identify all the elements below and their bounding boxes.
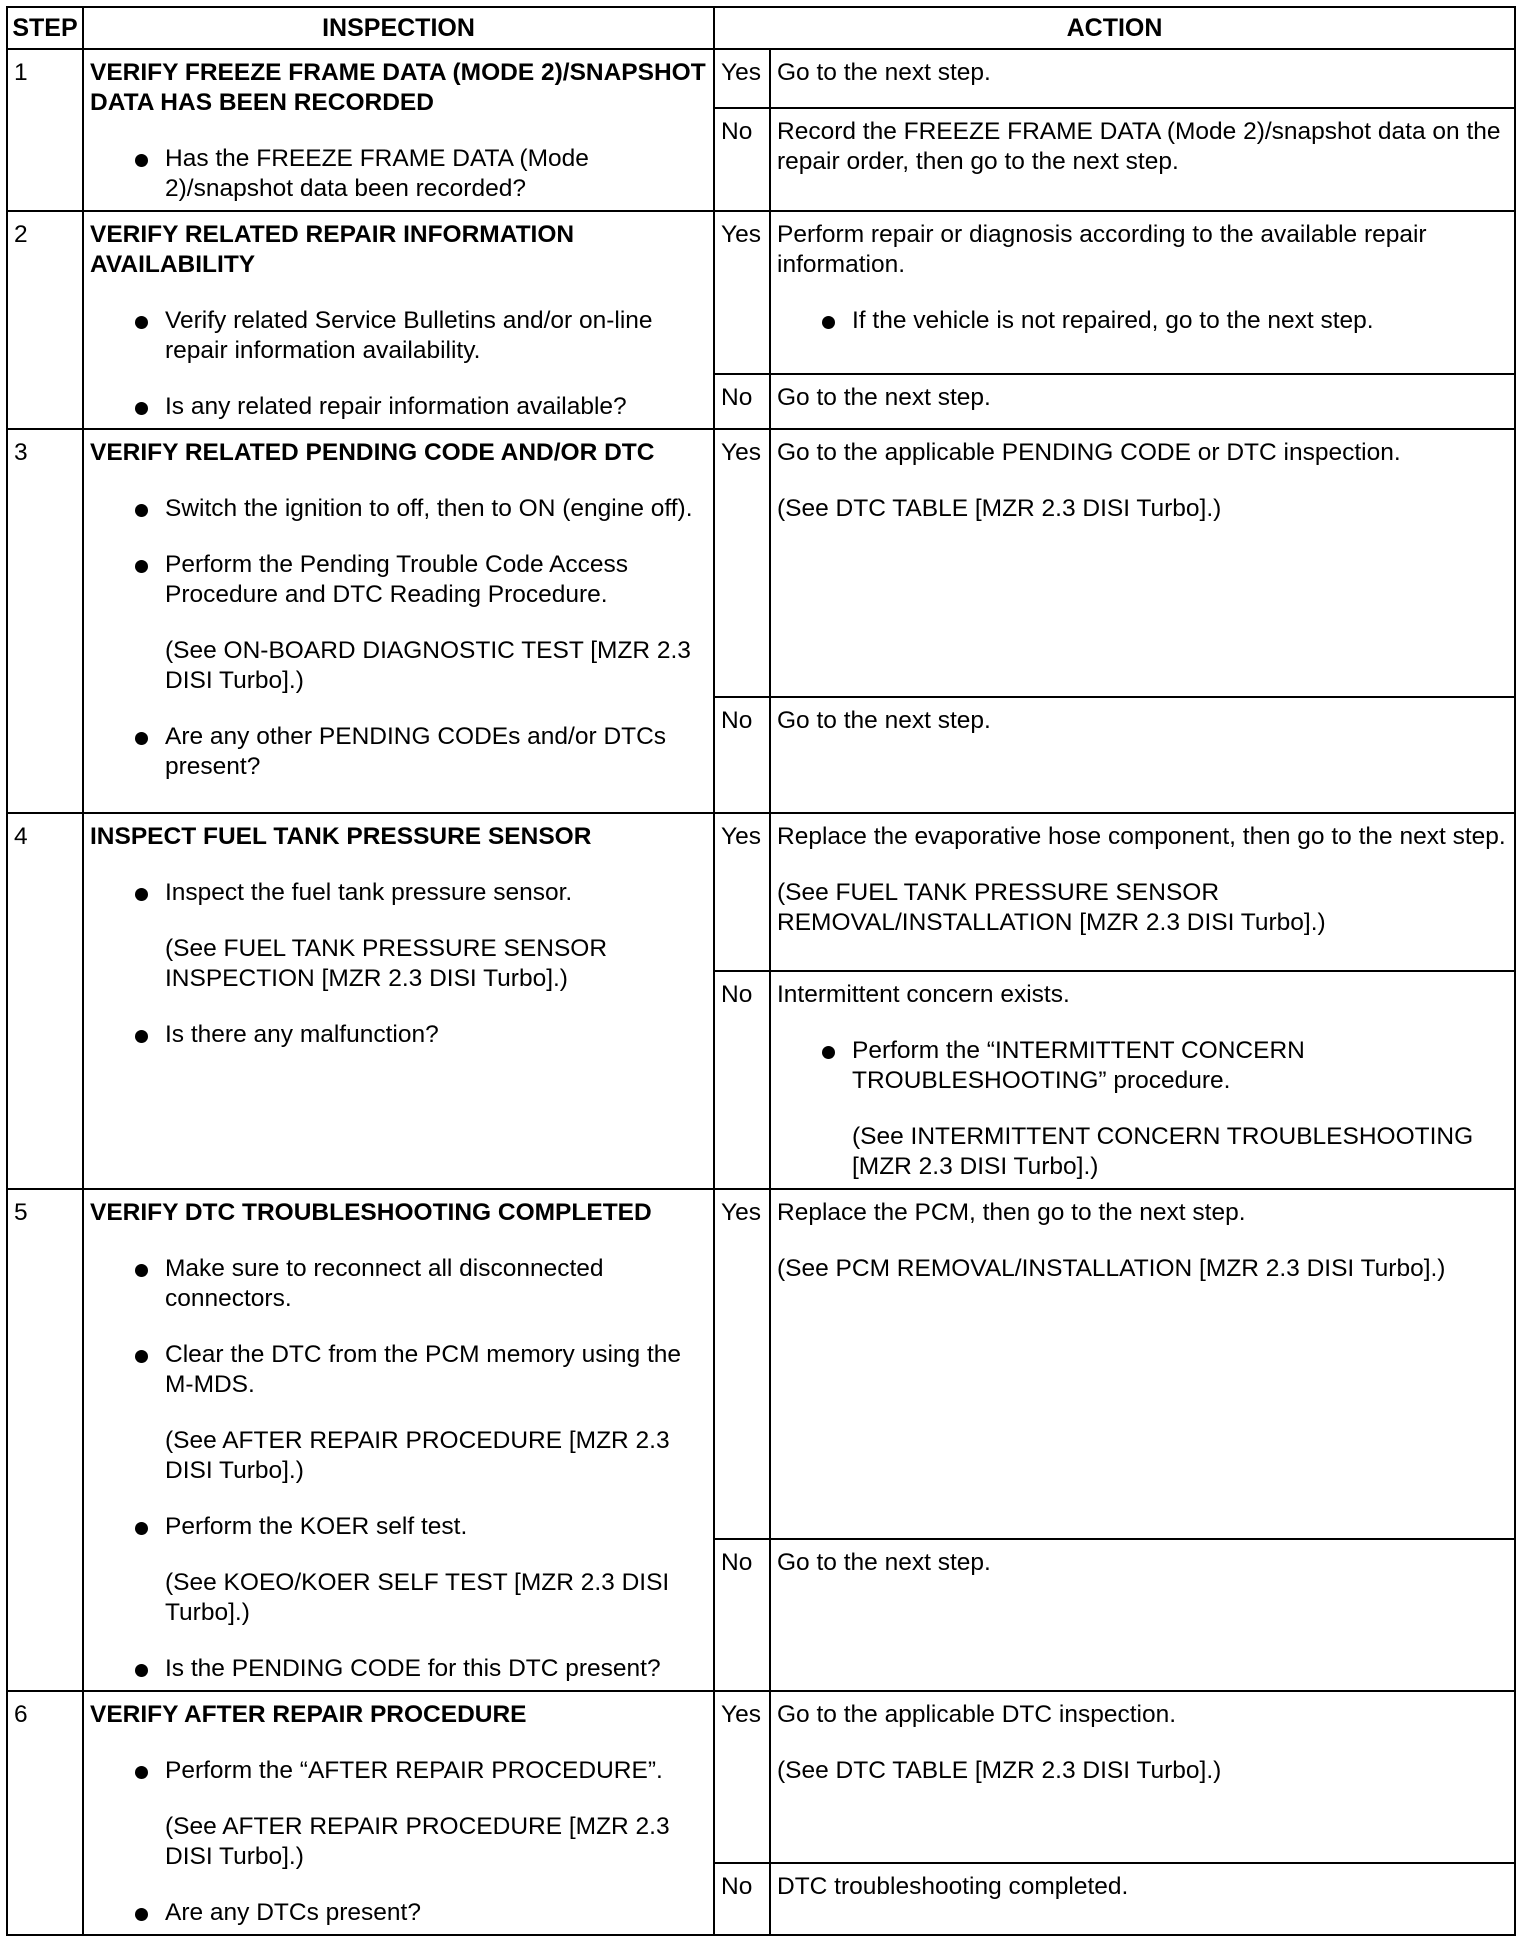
action-no [770, 1539, 1515, 1691]
step-title: VERIFY RELATED PENDING CODE AND/OR DTC [90, 439, 655, 466]
action-bullet: If the vehicle is not repaired, go to the next step. [777, 306, 1508, 336]
inspection-reference: (See AFTER REPAIR PROCEDURE [MZR 2.3 DISI Turbo].) [165, 1813, 670, 1870]
answer-yes: Yes [714, 1691, 770, 1863]
answer-yes: Yes [714, 49, 770, 108]
inspection-reference: (See KOEO/KOER SELF TEST [MZR 2.3 DISI Turbo].) [165, 1569, 670, 1626]
answer-no: No [714, 971, 770, 1189]
step-number: 1 [7, 49, 83, 211]
step-title: VERIFY DTC TROUBLESHOOTING COMPLETED [90, 1199, 652, 1226]
action-text: DTC troubleshooting completed. [777, 1872, 1129, 1900]
step-row-4 [7, 813, 1515, 971]
action-text: Go to the next step. [777, 707, 991, 734]
action-no [770, 374, 1515, 429]
answer-no: No [714, 108, 770, 211]
header-step: STEP [7, 7, 83, 49]
answer-no: No [714, 1863, 770, 1935]
action-reference: (See PCM REMOVAL/INSTALLATION [MZR 2.3 DISI Turbo].) [777, 1255, 1446, 1282]
inspection-bullet: Clear the DTC from the PCM memory using the M-MDS. [90, 1340, 707, 1400]
action-no [770, 971, 1515, 1189]
inspection-cell [83, 1691, 714, 1935]
action-text: Go to the applicable DTC inspection. [777, 1701, 1177, 1728]
action-reference: (See DTC TABLE [MZR 2.3 DISI Turbo].) [777, 495, 1222, 522]
action-reference: (See INTERMITTENT CONCERN TROUBLESHOOTING [MZR 2.3 DISI Turbo].) [852, 1123, 1474, 1180]
inspection-cell [83, 813, 714, 1189]
action-text: Record the FREEZE FRAME DATA (Mode 2)/snapshot data on the repair order, then go to the next step. [777, 118, 1501, 176]
inspection-bullet: Is the PENDING CODE for this DTC present? [90, 1654, 707, 1684]
step-row-3 [7, 429, 1515, 697]
inspection-bullet: Perform the KOER self test. [90, 1512, 707, 1542]
answer-yes: Yes [714, 429, 770, 697]
answer-no: No [714, 374, 770, 429]
inspection-reference: (See AFTER REPAIR PROCEDURE [MZR 2.3 DISI Turbo].) [165, 1427, 670, 1484]
step-number: 2 [7, 211, 83, 429]
step-title: VERIFY FREEZE FRAME DATA (MODE 2)/SNAPSHOT DATA HAS BEEN RECORDED [90, 59, 706, 116]
header-action: ACTION [714, 7, 1515, 49]
action-text: Intermittent concern exists. [777, 981, 1070, 1008]
diagnostic-procedure-table [6, 6, 1516, 1936]
action-text: Perform repair or diagnosis according to the available repair information. [777, 221, 1427, 278]
step-row-6 [7, 1691, 1515, 1863]
action-text: Replace the PCM, then go to the next step. [777, 1199, 1246, 1226]
action-yes [770, 1691, 1515, 1863]
answer-yes: Yes [714, 211, 770, 374]
step-row-2 [7, 211, 1515, 374]
step-number: 4 [7, 813, 83, 1189]
answer-yes: Yes [714, 1189, 770, 1539]
inspection-bullet: Inspect the fuel tank pressure sensor. [90, 878, 707, 908]
inspection-cell [83, 211, 714, 429]
inspection-cell [83, 429, 714, 813]
step-number: 5 [7, 1189, 83, 1691]
inspection-cell [83, 49, 714, 211]
inspection-bullet: Perform the “AFTER REPAIR PROCEDURE”. [90, 1756, 707, 1786]
inspection-bullet: Switch the ignition to off, then to ON (engine off). [90, 494, 707, 524]
inspection-bullet: Are any DTCs present? [90, 1898, 707, 1928]
action-no [770, 1863, 1515, 1935]
step-number: 3 [7, 429, 83, 813]
action-text: Go to the next step. [777, 1548, 991, 1576]
step-number: 6 [7, 1691, 83, 1935]
inspection-bullet: Is there any malfunction? [90, 1020, 707, 1050]
step-title: VERIFY AFTER REPAIR PROCEDURE [90, 1701, 527, 1728]
action-text: Replace the evaporative hose component, then go to the next step. [777, 823, 1506, 850]
action-text: Go to the next step. [777, 383, 991, 411]
inspection-reference: (See ON-BOARD DIAGNOSTIC TEST [MZR 2.3 DISI Turbo].) [165, 637, 691, 694]
action-bullet: Perform the “INTERMITTENT CONCERN TROUBLESHOOTING” procedure. [777, 1036, 1508, 1096]
action-yes [770, 813, 1515, 971]
step-title: INSPECT FUEL TANK PRESSURE SENSOR [90, 823, 592, 850]
action-reference: (See DTC TABLE [MZR 2.3 DISI Turbo].) [777, 1757, 1222, 1784]
step-row-5 [7, 1189, 1515, 1539]
step-row-1 [7, 49, 1515, 108]
action-text: Go to the applicable PENDING CODE or DTC inspection. [777, 439, 1401, 466]
inspection-bullet: Perform the Pending Trouble Code Access Procedure and DTC Reading Procedure. [90, 550, 707, 610]
answer-no: No [714, 697, 770, 813]
inspection-cell [83, 1189, 714, 1691]
action-yes [770, 1189, 1515, 1539]
action-text: Go to the next step. [777, 59, 991, 86]
action-yes [770, 429, 1515, 697]
answer-no: No [714, 1539, 770, 1691]
inspection-bullet: Has the FREEZE FRAME DATA (Mode 2)/snapshot data been recorded? [90, 144, 707, 204]
inspection-bullet: Verify related Service Bulletins and/or on-line repair information availability. [90, 306, 707, 366]
action-no [770, 108, 1515, 211]
inspection-bullet: Is any related repair information available? [90, 392, 707, 422]
inspection-bullet: Are any other PENDING CODEs and/or DTCs present? [90, 722, 707, 782]
header-inspection: INSPECTION [83, 7, 714, 49]
action-reference: (See FUEL TANK PRESSURE SENSOR REMOVAL/INSTALLATION [MZR 2.3 DISI Turbo].) [777, 879, 1326, 936]
header-row [7, 7, 1515, 49]
inspection-reference: (See FUEL TANK PRESSURE SENSOR INSPECTION [MZR 2.3 DISI Turbo].) [165, 935, 608, 992]
action-no [770, 697, 1515, 813]
action-yes [770, 49, 1515, 108]
answer-yes: Yes [714, 813, 770, 971]
step-title: VERIFY RELATED REPAIR INFORMATION AVAILABILITY [90, 221, 575, 278]
action-yes [770, 211, 1515, 374]
inspection-bullet: Make sure to reconnect all disconnected connectors. [90, 1254, 707, 1314]
